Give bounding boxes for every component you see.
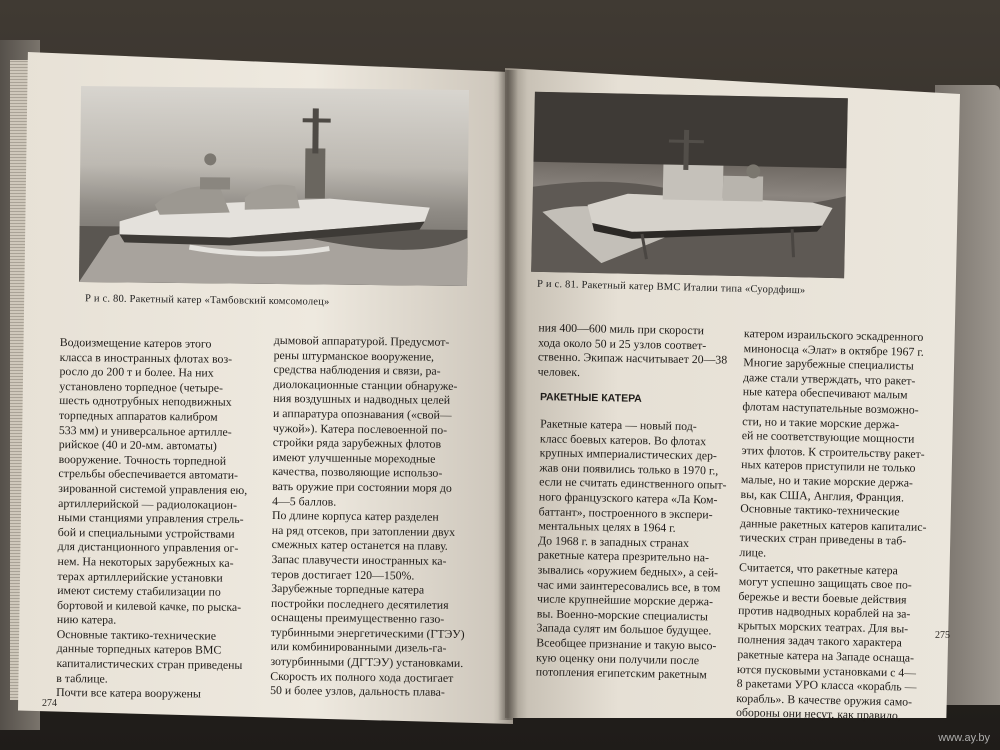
text-line: числе крупнейшие морские держа- bbox=[537, 591, 714, 609]
text-line: До 1968 г. в западных странах bbox=[538, 533, 690, 550]
text-line: ются пусковыми установками с 4— bbox=[736, 661, 917, 680]
text-line: в таблице. bbox=[56, 670, 108, 686]
text-line: По длине корпуса катер разделен bbox=[271, 508, 439, 524]
watermark: www.ay.by bbox=[938, 732, 990, 744]
text-line: могут успешно защищать свое по- bbox=[738, 574, 912, 592]
text-line: ния воздушных и надводных целей bbox=[273, 391, 451, 408]
text-line: бережье и вести боевые действия bbox=[738, 588, 907, 607]
text-line: Считается, что ракетные катера bbox=[738, 559, 899, 577]
text-line: 50 и более узлов, дальность плава- bbox=[270, 683, 445, 700]
text-line: класса в иностранных флотах воз- bbox=[59, 349, 233, 366]
text-line: Основные тактико-технические bbox=[56, 626, 217, 643]
text-line: вооружение. Точность торпедной bbox=[58, 451, 227, 468]
text-line: диолокационные станции обнаруже- bbox=[273, 376, 458, 393]
text-line: Всеобщее признание и такую высо- bbox=[536, 635, 717, 653]
text-line: флотам наступательные возможно- bbox=[742, 399, 919, 417]
text-line: торпедных аппаратов калибром bbox=[59, 407, 218, 424]
text-line: кую оценку они получили после bbox=[535, 649, 700, 667]
section-heading: РАКЕТНЫЕ КАТЕРА bbox=[539, 391, 642, 405]
text-line: установлено торпедное (четыре- bbox=[59, 378, 224, 395]
text-line: лице. bbox=[739, 544, 767, 560]
text-line: бортовой и килевой качке, по рыска- bbox=[57, 597, 242, 614]
text-line: рийское (40 и 20-мм. автоматы) bbox=[58, 437, 217, 453]
text-line: тических стран приведены в таб- bbox=[739, 530, 907, 548]
text-line: Водоизмещение катеров этого bbox=[59, 335, 212, 351]
text-line: Запас плавучести иностранных ка- bbox=[271, 551, 447, 568]
text-line: чужой»). Катера послевоенной по- bbox=[272, 420, 448, 437]
text-line: корабль». В качестве оружия само- bbox=[736, 690, 913, 709]
boat-photo-left bbox=[79, 86, 469, 286]
left-page-column-2 bbox=[270, 333, 468, 700]
text-line: Скорость их полного хода достигает bbox=[270, 668, 454, 685]
text-line: вы. Военно-морские специалисты bbox=[536, 606, 708, 624]
text-line: час ими заинтересовались все, в том bbox=[537, 576, 721, 595]
text-line: шесть однотрубных неподвижных bbox=[59, 393, 232, 410]
text-line: сти, но и такие морские держа- bbox=[742, 413, 900, 431]
text-line: человек. bbox=[537, 364, 581, 379]
right-page-column-1 bbox=[536, 416, 728, 682]
text-line: зывались «оружием бедных», а сей- bbox=[537, 562, 719, 580]
text-line: нем. На некоторых зарубежных ка- bbox=[57, 553, 234, 570]
text-line: против надводных кораблей на за- bbox=[738, 603, 911, 621]
text-line: и аппаратура опознавания («свой— bbox=[273, 405, 452, 422]
text-line: смежных катер останется на плаву. bbox=[271, 537, 448, 554]
text-line: ными станциями управления стрель- bbox=[57, 510, 244, 527]
text-line: Многие зарубежные специалисты bbox=[743, 355, 914, 373]
text-line: турбинными энергетическими (ГТЭУ) bbox=[270, 624, 465, 641]
text-line: малые, но и такие морские держа- bbox=[740, 471, 914, 490]
text-line: Зарубежные торпедные катера bbox=[271, 581, 425, 597]
text-line: баттант», построенного в экспери- bbox=[538, 503, 713, 521]
text-line: оснащены преимущественно газо- bbox=[270, 610, 445, 627]
text-line: имеют улучшенные мореходные bbox=[272, 449, 436, 466]
page-number-left: 274 bbox=[42, 698, 57, 709]
boat-illustration-right bbox=[531, 92, 848, 279]
text-line: ные катера обеспечивают малым bbox=[742, 384, 908, 402]
text-line: зированной системой управления ею, bbox=[58, 480, 248, 497]
text-line: 4—5 баллов. bbox=[272, 493, 337, 509]
text-line: капиталистических стран приведены bbox=[56, 656, 243, 673]
right-page-column-1-top bbox=[538, 320, 728, 382]
text-line: для дистанционного управления ог- bbox=[57, 539, 239, 556]
book-gutter bbox=[498, 70, 518, 720]
boat-photo-right bbox=[531, 92, 848, 279]
text-line: или комбинированными дизель-га- bbox=[270, 639, 447, 656]
text-line: потопления египетским ракетным bbox=[535, 664, 707, 682]
text-line: качества, позволяющие использо- bbox=[272, 464, 443, 481]
text-line: катером израильского эскадренного bbox=[743, 326, 924, 344]
text-line: крытых морских театрах. Для вы- bbox=[737, 617, 909, 636]
text-line: артиллерийской — радиолокацион- bbox=[58, 495, 238, 512]
text-line: если не считать единственного опыт- bbox=[539, 474, 727, 493]
text-line: ракетные катера презрительно на- bbox=[537, 547, 710, 565]
text-line: ния 400—600 миль при скорости bbox=[538, 320, 705, 338]
text-line: дымовой аппаратурой. Предусмот- bbox=[273, 332, 450, 349]
text-line: данные торпедных катеров ВМС bbox=[56, 641, 222, 658]
text-line: имеют систему стабилизации по bbox=[57, 583, 221, 599]
text-line: 533 мм) и универсальное артилле- bbox=[58, 422, 232, 439]
text-line: на ряд отсеков, при затоплении двух bbox=[271, 522, 456, 539]
text-line: ных катеров приступили не только bbox=[741, 457, 916, 476]
page-number-right: 275 bbox=[935, 630, 950, 641]
boat-illustration-left bbox=[79, 86, 469, 286]
text-line: полнения задач такого характера bbox=[737, 632, 902, 650]
text-line: росло до 200 т и более. На них bbox=[59, 364, 214, 380]
text-line: нию катера. bbox=[56, 612, 117, 627]
text-line: зотурбинными (ДГТЭУ) установками. bbox=[270, 654, 464, 671]
text-line: ракетные катера на Западе оснаща- bbox=[737, 647, 915, 665]
text-line: ного французского катера «Ла Ком- bbox=[538, 489, 718, 507]
right-page-column-2 bbox=[736, 326, 931, 724]
text-line: 8 ракетами УРО класса «корабль — bbox=[736, 676, 917, 695]
text-line: Ракетные катера — новый под- bbox=[540, 416, 697, 434]
text-line: вы, как США, Англия, Франция. bbox=[740, 486, 905, 505]
text-line: класс боевых катеров. Во флотах bbox=[539, 430, 707, 448]
text-line: миноносца «Элат» в октябре 1967 г. bbox=[743, 340, 924, 359]
text-line: обороны они несут, как правило, bbox=[735, 705, 901, 723]
text-line: вать оружие при состоянии моря до bbox=[272, 478, 452, 495]
text-line: бой и специальными устройствами bbox=[57, 524, 235, 541]
text-line: ей не соответствующие мощности bbox=[741, 428, 915, 446]
text-line: стрельбы обеспечивается автомати- bbox=[58, 466, 239, 483]
text-line: данные ракетных катеров капиталис- bbox=[739, 515, 927, 534]
text-line: ственно. Экипаж насчитывает 20—38 bbox=[537, 349, 728, 367]
text-line: хода около 50 и 25 узлов соответ- bbox=[538, 334, 707, 352]
text-line: Основные тактико-технические bbox=[740, 501, 900, 519]
text-line: Запада сулят им большое будущее. bbox=[536, 620, 712, 638]
text-line: рены штурманское вооружение, bbox=[273, 347, 435, 364]
text-line: стройки ряда зарубежных флотов bbox=[272, 435, 442, 451]
text-line: этих флотов. К строительству ракет- bbox=[741, 442, 925, 461]
text-line: терах артиллерийские установки bbox=[57, 568, 223, 585]
figure-caption-81: Р и с. 81. Ракетный катер ВМС Италии типа «Суордфиш» bbox=[536, 278, 806, 297]
text-line: теров достигает 120—150%. bbox=[271, 566, 415, 582]
text-line: средства наблюдения и связи, ра- bbox=[273, 362, 441, 378]
text-line: крупных империалистических дер- bbox=[539, 445, 717, 463]
figure-caption-80: Р и с. 80. Ракетный катер «Тамбовский комсомолец» bbox=[84, 293, 330, 308]
text-line: постройки последнего десятилетия bbox=[271, 595, 449, 612]
text-line: ментальных целях в 1964 г. bbox=[538, 518, 676, 535]
left-page-column-1 bbox=[56, 335, 249, 702]
text-line: Почти все катера вооружены bbox=[56, 685, 201, 701]
text-line: жав они появились только в 1970 г., bbox=[539, 460, 719, 478]
text-line: даже стали утверждать, что ракет- bbox=[742, 369, 916, 388]
